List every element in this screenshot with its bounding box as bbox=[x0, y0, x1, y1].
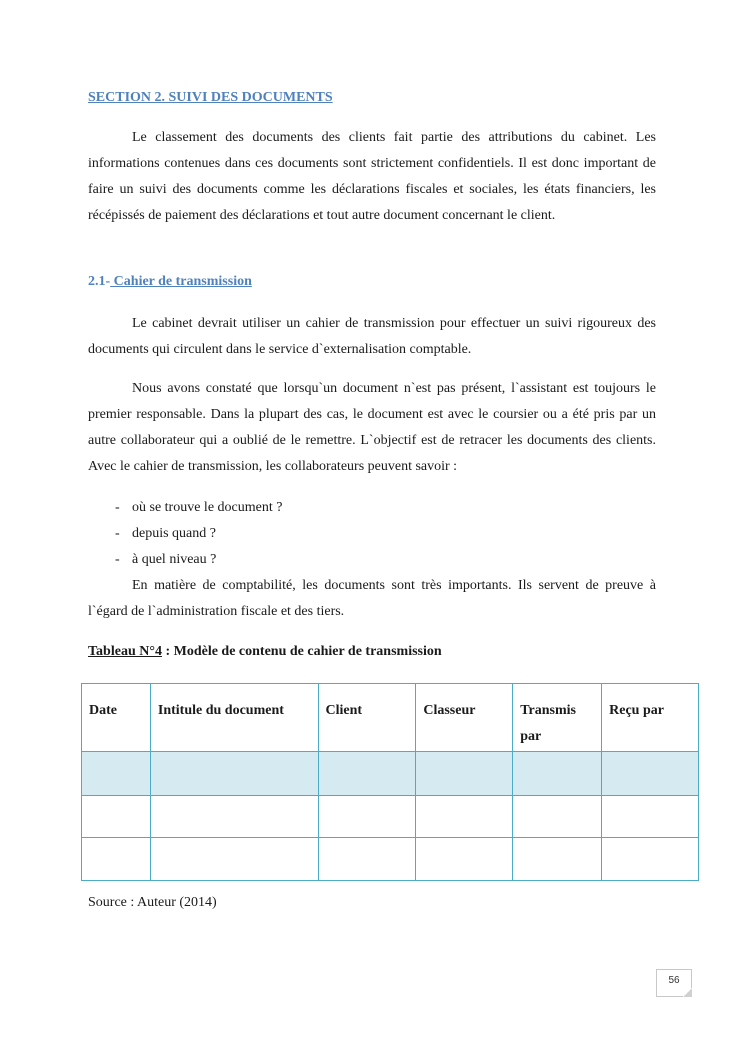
table-caption-text: : Modèle de contenu de cahier de transmission bbox=[161, 644, 442, 659]
header-intitule: Intitule du document bbox=[150, 684, 318, 752]
page-curl-icon bbox=[683, 988, 692, 997]
table-row bbox=[82, 838, 699, 881]
bullet-dash: - bbox=[115, 500, 120, 515]
bullet-dash: - bbox=[115, 552, 120, 567]
paragraph-comptabilite: En matière de comptabilité, les documents sont très importants. Ils servent de preuve à l`égard de l`administration fiscale et des tiers. bbox=[88, 578, 656, 619]
paragraph-cahier: Le cabinet devrait utiliser un cahier de transmission pour effectuer un suivi rigoureux des documents qui circulent dans le service d`externalisation comptable. bbox=[88, 316, 656, 357]
table-caption-label: Tableau N°4 bbox=[88, 644, 162, 659]
page-number: 56 bbox=[668, 975, 680, 986]
table-caption bbox=[88, 644, 442, 660]
subsection-heading bbox=[88, 274, 252, 290]
table-source: Source : Auteur (2014) bbox=[88, 895, 217, 910]
header-classeur: Classeur bbox=[416, 684, 513, 752]
header-client: Client bbox=[318, 684, 416, 752]
list-item: - à quel niveau ? bbox=[88, 547, 656, 573]
subsection-title: Cahier de transmission bbox=[110, 274, 252, 289]
bullet-dash: - bbox=[115, 526, 120, 541]
header-recu: Reçu par bbox=[602, 684, 699, 752]
subsection-number: 2.1- bbox=[88, 274, 111, 289]
bullet-list bbox=[88, 495, 656, 573]
page-number-box bbox=[656, 969, 692, 997]
table-header-row bbox=[82, 684, 699, 752]
header-transmis: Transmis par bbox=[513, 684, 602, 752]
table-row bbox=[82, 796, 699, 838]
section-heading: SECTION 2. SUIVI DES DOCUMENTS bbox=[88, 90, 333, 105]
list-item: - depuis quand ? bbox=[88, 521, 656, 547]
paragraph-constat: Nous avons constaté que lorsqu`un document n`est pas présent, l`assistant est toujours le premier responsable. Dans la plupart des cas, le document est avec le coursier ou a été pris par un autre collaborateur qui a oublié de le remettre. L`objectif est de retracer les documents des clients. Avec le cahier de transmission, les collaborateurs peuvent savoir : bbox=[88, 381, 656, 474]
paragraph-classement: Le classement des documents des clients fait partie des attributions du cabinet. Les informations contenues dans ces documents sont strictement confidentiels. Il est donc important de faire un suivi des documents comme les déclarations fiscales et sociales, les états financiers, les récépissés de paiement des déclarations et tout autre document concernant le client. bbox=[88, 130, 656, 223]
header-date: Date bbox=[82, 684, 151, 752]
transmission-table bbox=[81, 683, 699, 881]
list-item: - où se trouve le document ? bbox=[88, 495, 656, 521]
table-row bbox=[82, 752, 699, 796]
